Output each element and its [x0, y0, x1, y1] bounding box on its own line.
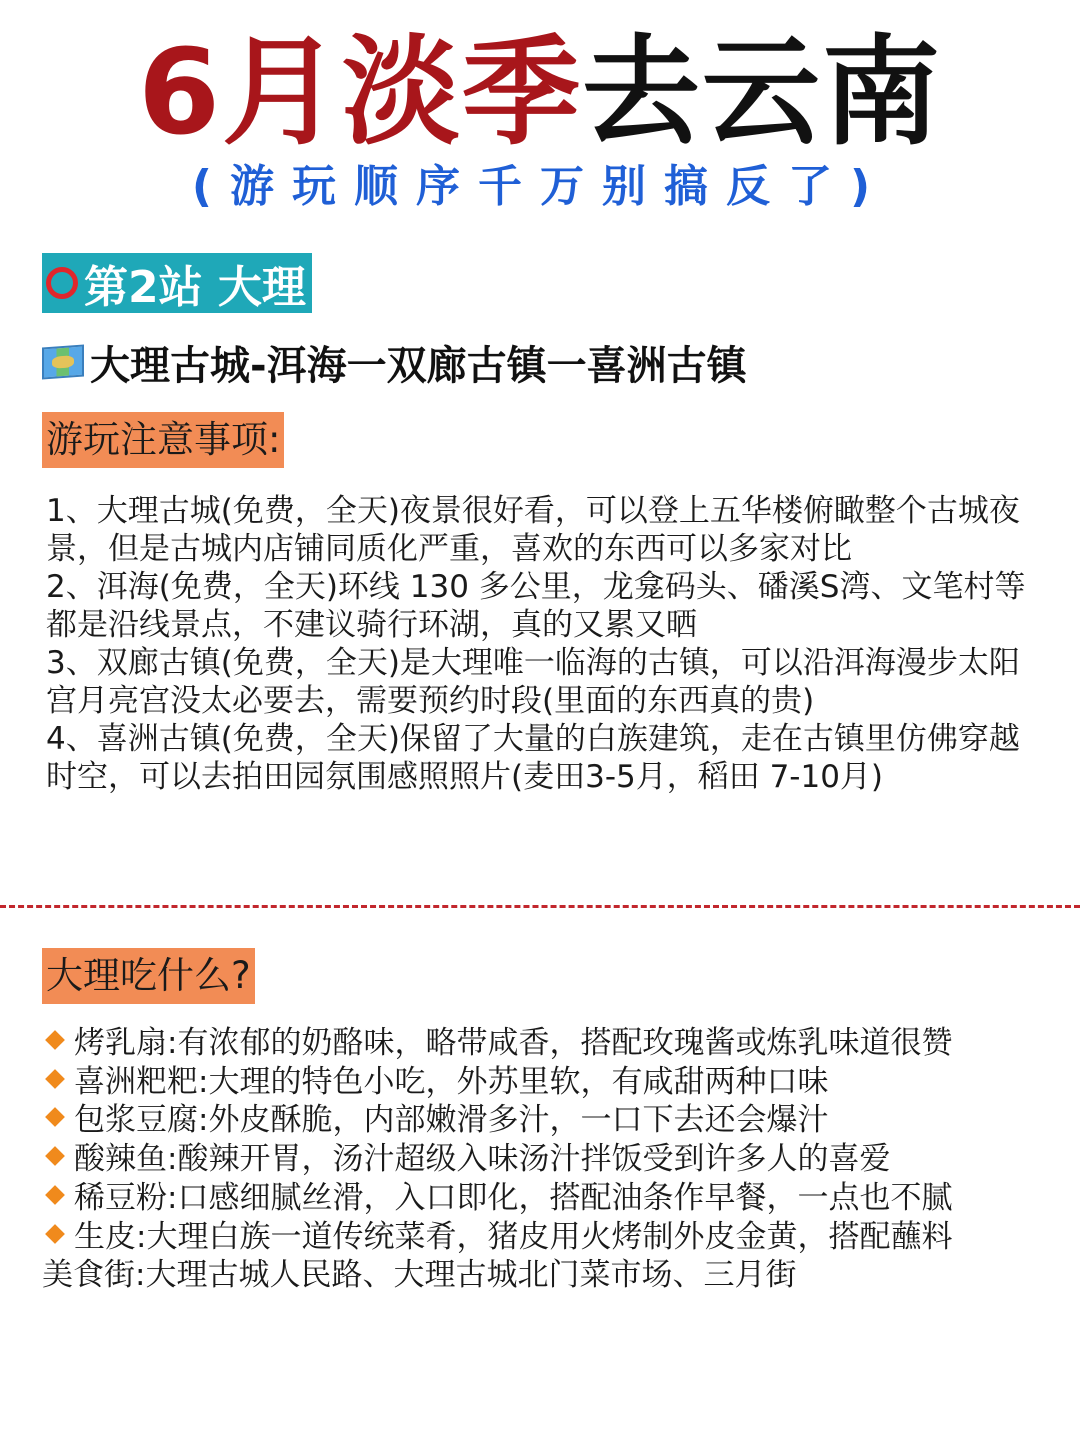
- dashed-divider: [0, 905, 1080, 908]
- food-heading: 大理吃什么?: [42, 948, 255, 1004]
- title-red-part: 6月淡季: [137, 23, 583, 161]
- notes-heading: 游玩注意事项:: [42, 412, 284, 468]
- food-list: [42, 1024, 1042, 1295]
- orange-diamond-icon: [45, 1030, 65, 1050]
- food-item: 酸辣鱼:酸辣开胃，汤汁超级入味汤汁拌饭受到许多人的喜爱: [42, 1140, 1042, 1179]
- orange-diamond-icon: [45, 1146, 65, 1166]
- route-line: [42, 332, 747, 392]
- food-item: 生皮:大理白族一道传统菜肴，猪皮用火烤制外皮金黄，搭配蘸料: [42, 1218, 1042, 1257]
- food-item: 包浆豆腐:外皮酥脆，内部嫩滑多汁，一口下去还会爆汁: [42, 1101, 1042, 1140]
- food-item: 稀豆粉:口感细腻丝滑，入口即化，搭配油条作早餐，一点也不腻: [42, 1179, 1042, 1218]
- note-item: 4、喜洲古镇(免费，全天)保留了大量的白族建筑，走在古镇里仿佛穿越时空，可以去拍田园氛围感照照片(麦田3-5月，稻田 7-10月): [46, 721, 1020, 795]
- orange-diamond-icon: [45, 1224, 65, 1244]
- map-icon: [42, 345, 84, 380]
- note-item: 2、洱海(免费，全天)环线 130 多公里，龙龛码头、磻溪S湾、文笔村等都是沿线景点，不建议骑行环湖，真的又累又晒: [46, 569, 1026, 643]
- red-circle-icon: [46, 267, 78, 299]
- page-title: [0, 22, 1080, 162]
- food-item: 烤乳扇:有浓郁的奶酪味，略带咸香，搭配玫瑰酱或炼乳味道很赞: [42, 1024, 1042, 1063]
- orange-diamond-icon: [45, 1108, 65, 1128]
- page-subtitle: (游玩顺序千万别搞反了): [191, 161, 889, 212]
- station-badge: [42, 253, 312, 313]
- orange-diamond-icon: [45, 1069, 65, 1089]
- note-item: 1、大理古城(免费，全天)夜景很好看，可以登上五华楼俯瞰整个古城夜景，但是古城内店铺同质化严重，喜欢的东西可以多家对比: [46, 493, 1020, 567]
- food-street: 美食街:大理古城人民路、大理古城北门菜市场、三月街: [42, 1257, 797, 1294]
- title-black-part: 去云南: [582, 23, 943, 161]
- route-text: 大理古城-洱海一双廊古镇一喜洲古镇: [90, 342, 747, 389]
- note-item: 3、双廊古镇(免费，全天)是大理唯一临海的古镇，可以沿洱海漫步太阳宫月亮宫没太必要去，需要预约时段(里面的东西真的贵): [46, 645, 1020, 719]
- orange-diamond-icon: [45, 1185, 65, 1205]
- station-label: 第2站 大理: [84, 262, 306, 313]
- notes-list: [46, 492, 1046, 796]
- food-item: 喜洲粑粑:大理的特色小吃，外苏里软，有咸甜两种口味: [42, 1063, 1042, 1102]
